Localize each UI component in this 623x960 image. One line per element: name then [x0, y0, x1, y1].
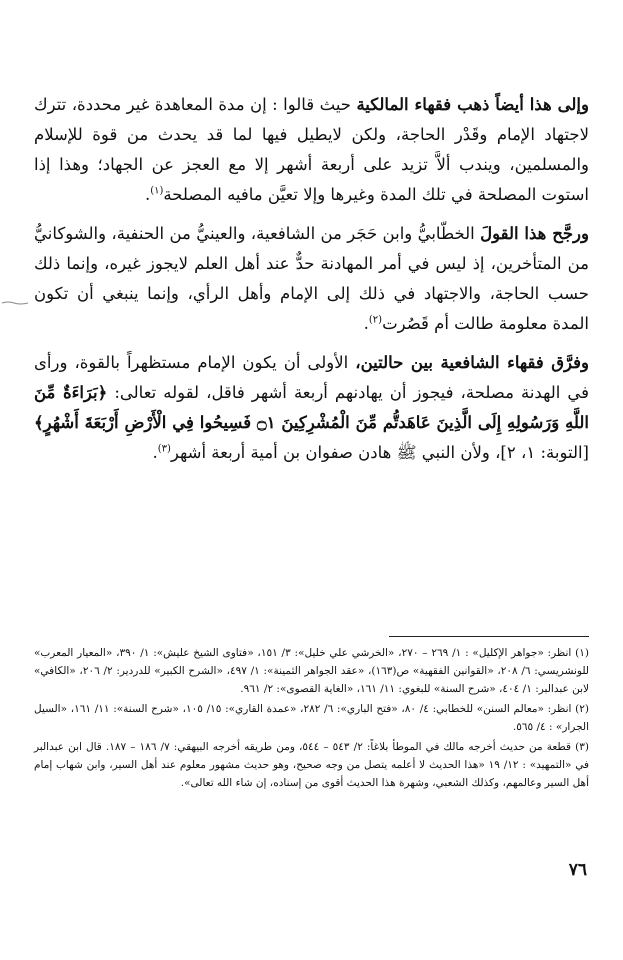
footnote-2: (٢) انظر: «معالم السنن» للخطابي: ٤/ ٨٠، «فتح الباري»: ٦/ ٢٨٢، «عمدة القاري»: ١٥/ ١٠٥، «شرح السنة»: ١١/ ١٦١، «السيل الجرار» : ٤/ ٥٦٥.: [34, 703, 589, 733]
main-text: [34, 90, 589, 477]
quran-verse: ﴿بَرَاءَةٌ مِّنَ اللَّهِ وَرَسُولِهِ إِلَى الَّذِينَ عَاهَدتُّم مِّنَ الْمُشْرِكِينَ ۝١ فَسِيحُوا فِي الْأَرْضِ أَرْبَعَةَ أَشْهُرٍ﴾: [34, 383, 590, 432]
paragraph-text: حيث قالوا : إن مدة المعاهدة غير محددة، تترك لاجتهاد الإمام وقَدْر الحاجة، ولكن لايطيل فيها لما قد يحدث من قوة للإسلام والمسلمين، ويندب ألاَّ تزيد على أربعة أشهر إلا مع العجز عن الجهاد؛ وهذا إذا استوت المصلحة في تلك المدة وغيرها وإلا تعيَّن مافيه المصلحة: [34, 95, 589, 204]
page-number: ٧٦: [568, 860, 587, 880]
paragraph-lead: ورجَّح هذا القولَ: [480, 224, 589, 243]
footnote-ref[interactable]: (٣): [157, 443, 171, 455]
footnote-1: (١) انظر: «جواهر الإكليل» : ١/ ٢٦٩ – ٢٧٠، «الخرشي علي خليل»: ٣/ ١٥١، «فتاوى الشيخ عليش»: ١/ ٣٩٠، «المعيار المعرب» للونشريسي: ٦/ ٢٠٨، «القوانين الفقهية» ص(١٦٣)، «عقد الجواهر الثمينة»: ١/ ٤٩٧، «الشرح الكبير» للدردير: ٢/ ٢٠٦، «الكافي» لابن عبدالبر: ١/ ٤٠٤، «شرح السنة» للبغوي: ١١/ ١٦١، «الغاية القصوى»: ٢/ ٩٦١.: [34, 647, 589, 695]
paragraph-3: [34, 348, 589, 468]
footnote-ref[interactable]: (١): [150, 185, 164, 197]
paragraph-text: الخطّابيُّ وابن حَجَر من الشافعية، والعينيُّ من الحنفية، والشوكانيُّ من المتأخرين، إذ ليس في أمر المهادنة حدٌّ عند أهل العلم لايجوز غيره، وإنما ذلك حسب الحاجة، والاجتهاد في ذلك إلى الإمام وأهل الرأي، وإنما ينبغي أن تكون المدة معلومة طالت أم قَصُرت: [34, 224, 589, 333]
paragraph-end: .: [152, 443, 158, 462]
paragraph-lead: وفرَّق فقهاء الشافعية بين حالتين،: [355, 353, 589, 372]
paragraph-1: [34, 90, 589, 210]
footnotes: [34, 644, 589, 794]
footnote-ref[interactable]: (٢): [368, 314, 383, 326]
paragraph-lead: وإلى هذا أيضاً ذهب فقهاء المالكية: [356, 95, 589, 114]
paragraph-text: الأولى أن يكون الإمام مستظهراً بالقوة، ورأى في الهدنة مصلحة، فيجوز أن يهادنهم أربعة أشهر فاقل، لقوله تعالى:: [34, 353, 589, 402]
paragraph-end: .: [144, 185, 151, 204]
paragraph-2: [34, 219, 589, 339]
footnote-3: (٣) قطعة من حديث أخرجه مالك في الموطأ بلاغاً: ٢/ ٥٤٣ – ٥٤٤، ومن طريقه أخرجه البيهقي: ٧/ ١٨٦ – ١٨٧. قال ابن عبدالبر في «التمهيد» : ١٢/ ١٩ «هذا الحديث لا أعلمه يتصل من وجه صحيح، وهو حديث مشهور معلوم عند أهل السير، وابن شهاب إمام أهل السير وعالمهم، وكذلك الشعبي، وشهرة هذا الحديث أقوى من إسناده، إن شاء الله تعالى».: [34, 741, 589, 789]
paragraph-text-after: [التوبة: ١، ٢]، ولأن النبي ﷺ هادن صفوان بن أمية أربعة أشهر: [170, 443, 589, 462]
footnote-separator: [389, 636, 589, 637]
paragraph-end: .: [363, 314, 369, 333]
margin-mark: [0, 290, 30, 294]
